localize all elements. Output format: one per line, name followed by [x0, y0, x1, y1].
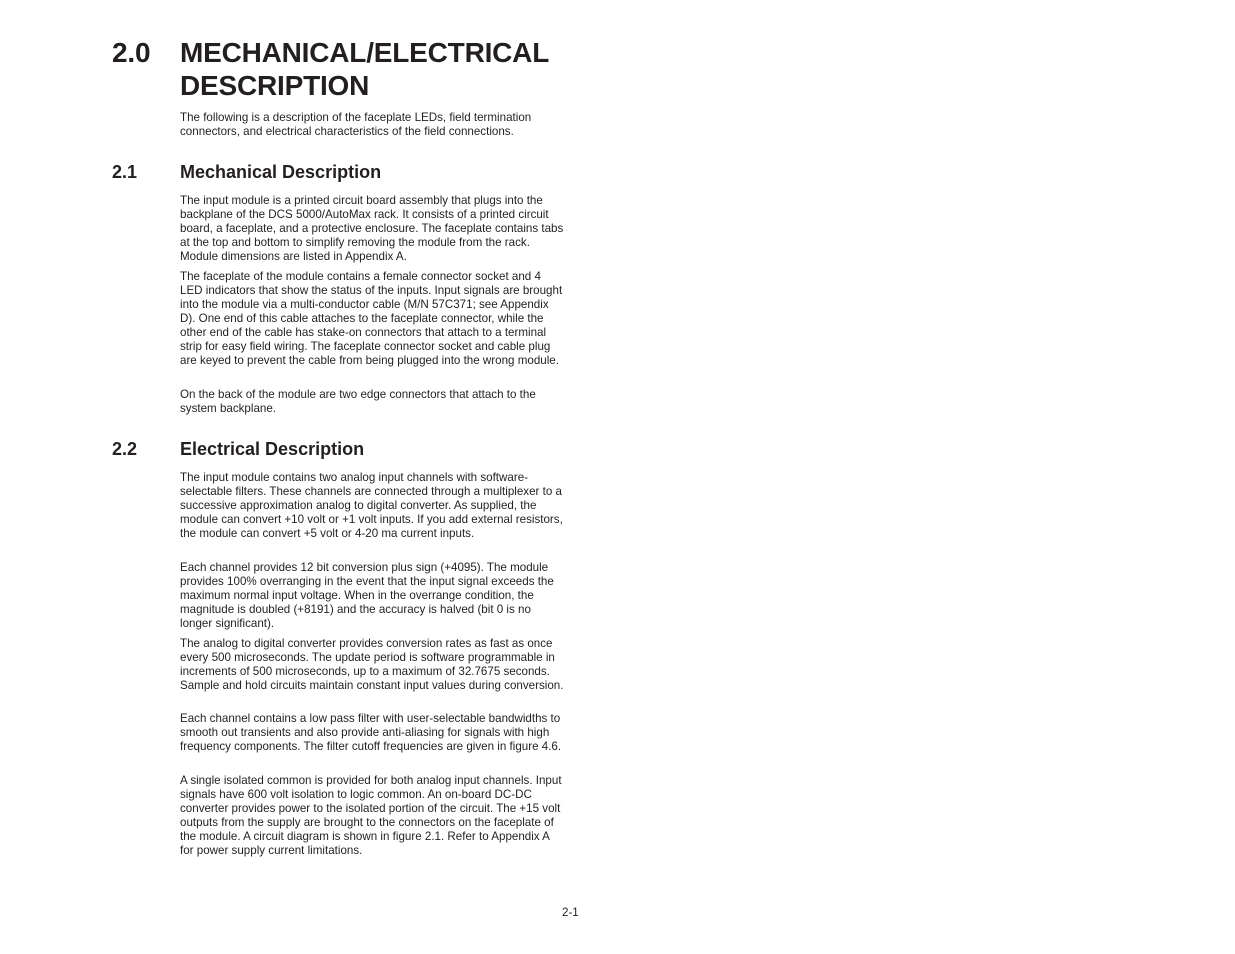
- chapter-intro: The following is a description of the faceplate LEDs, field termination connectors, and electrical characteristics of the field connections.: [180, 111, 532, 138]
- section-title: Electrical Description: [180, 439, 365, 459]
- paragraph: The analog to digital converter provides conversion rates as fast as once every 500 microseconds. The update period is software programmable in increments of 500 microseconds, up to a maximum of 32.7675 seconds. Sample and hold circuits maintain constant input values during conversion.: [180, 637, 564, 692]
- paragraph: On the back of the module are two edge connectors that attach to the system backplane.: [180, 388, 536, 415]
- section-title: Mechanical Description: [180, 162, 382, 182]
- section-number: 2.2: [112, 439, 138, 459]
- chapter-title: MECHANICAL/ELECTRICAL DESCRIPTION: [180, 37, 549, 101]
- paragraph: The faceplate of the module contains a female connector socket and 4 LED indicators that show the status of the inputs. Input signals are brought into the module via a multi-conductor cable (M/N 57C371; see Appendix D). One end of this cable attaches to the faceplate connector, while the other end of the cable has stake-on connectors that attach to a terminal strip for easy field wiring. The faceplate connector socket and cable plug are keyed to prevent the cable from being plugged into the wrong module.: [180, 270, 563, 367]
- paragraph: Each channel provides 12 bit conversion plus sign (+4095). The module provides 100% overranging in the event that the input signal exceeds the maximum normal input voltage. When in the overrange condition, the magnitude is doubled (+8191) and the accuracy is halved (bit 0 is no longer significant).: [180, 561, 554, 630]
- page-number: 2-1: [562, 906, 579, 919]
- paragraph: A single isolated common is provided for both analog input channels. Input signals have 600 volt isolation to logic common. An on-board DC-DC converter provides power to the isolated portion of the circuit. The +15 volt outputs from the supply are brought to the connectors on the faceplate of the module. A circuit diagram is shown in figure 2.1. Refer to Appendix A for power supply current limitations.: [180, 774, 562, 857]
- paragraph: Each channel contains a low pass filter with user-selectable bandwidths to smooth out transients and also provide anti-aliasing for signals with high frequency components. The filter cutoff frequencies are given in figure 4.6.: [180, 712, 562, 753]
- chapter-number: 2.0: [112, 37, 151, 68]
- paragraph: The input module is a printed circuit board assembly that plugs into the backplane of the DCS 5000/AutoMax rack. It consists of a printed circuit board, a faceplate, and a protective enclosure. The faceplate contains tabs at the top and bottom to simplify removing the module from the rack. Module dimensions are listed in Appendix A.: [180, 194, 564, 263]
- paragraph: The input module contains two analog input channels with software-selectable filters. These channels are connected through a multiplexer to a successive approximation analog to digital converter. As supplied, the module can convert +10 volt or +1 volt inputs. If you add external resistors, the module can convert +5 volt or 4-20 ma current inputs.: [180, 471, 563, 540]
- section-number: 2.1: [112, 162, 138, 182]
